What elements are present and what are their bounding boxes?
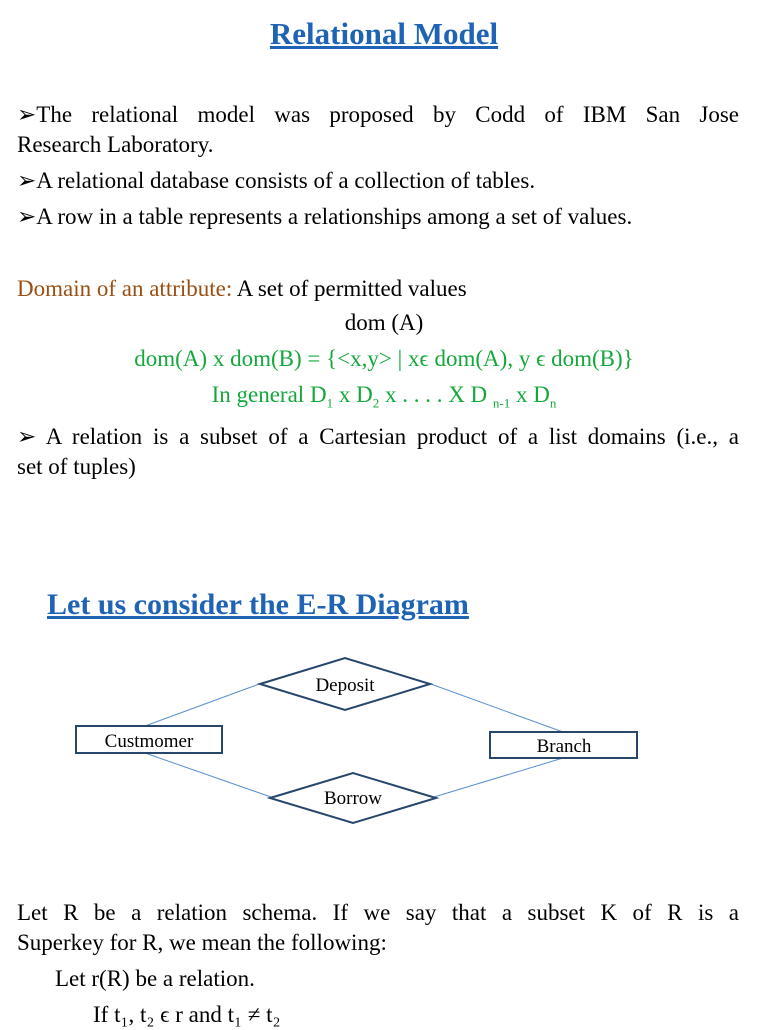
bullet-codd-cont (17, 130, 739, 160)
bullet-text: A relation is a subset of a Cartesian product of a list domains (i.e., a (36, 424, 739, 449)
general-formula: In general $D_1$ x $D_2$ x . . . . X D $_{n-1}$ x $D_n$ (211, 382, 557, 411)
er-diagram (0, 640, 768, 840)
domain-product-formula: dom(A) x dom(B) = {<x,y> | xϵ dom(A), y ϵ dom(B)} (134, 346, 634, 371)
connector-customer-deposit (145, 683, 262, 726)
bullet-text: The relational model was proposed by Codd of IBM San Jose (36, 102, 739, 127)
domain-text: A set of permitted values (232, 276, 467, 301)
bullet-text: A row in a table represents a relationships among a set of values. (36, 204, 633, 229)
superkey-line4: If t₁, t₂ ϵ r and t₁ ≠ t₂ (93, 1002, 281, 1027)
bullet-codd (17, 100, 739, 130)
borrow-label: Borrow (323, 788, 383, 809)
bullet-tables (17, 166, 739, 196)
domain-definition (17, 274, 739, 304)
bullet-row (17, 202, 739, 232)
superkey-line3: Let r(R) be a relation. (55, 966, 255, 991)
deposit-label: Deposit (315, 675, 375, 696)
customer-label: Custmomer (104, 731, 194, 752)
arrow-bullet-icon: ➢ (17, 102, 37, 127)
bullet-text: A relational database consists of a collection of tables. (36, 168, 536, 193)
dom-a: dom (A) (344, 310, 424, 335)
arrow-bullet-icon: ➢ (17, 204, 37, 229)
connector-deposit-branch (428, 683, 563, 732)
bullet-text: set of tuples) (17, 454, 136, 479)
relation-bullet (17, 422, 739, 452)
connector-customer-borrow (145, 753, 271, 797)
er-heading: Let us consider the E-R Diagram (47, 588, 469, 621)
relation-bullet-cont (17, 452, 739, 482)
connector-borrow-branch (434, 758, 563, 797)
branch-label: Branch (536, 736, 592, 757)
arrow-bullet-icon: ➢ (17, 168, 37, 193)
superkey-line1: Let R be a relation schema. If we say that a subset K of R is a (17, 900, 739, 925)
page-title: Relational Model (269, 16, 499, 51)
domain-label: Domain of an attribute: (17, 276, 233, 301)
arrow-bullet-icon: ➢ (17, 424, 37, 449)
superkey-line2: Superkey for R, we mean the following: (17, 930, 387, 955)
bullet-text: Research Laboratory. (17, 132, 214, 157)
